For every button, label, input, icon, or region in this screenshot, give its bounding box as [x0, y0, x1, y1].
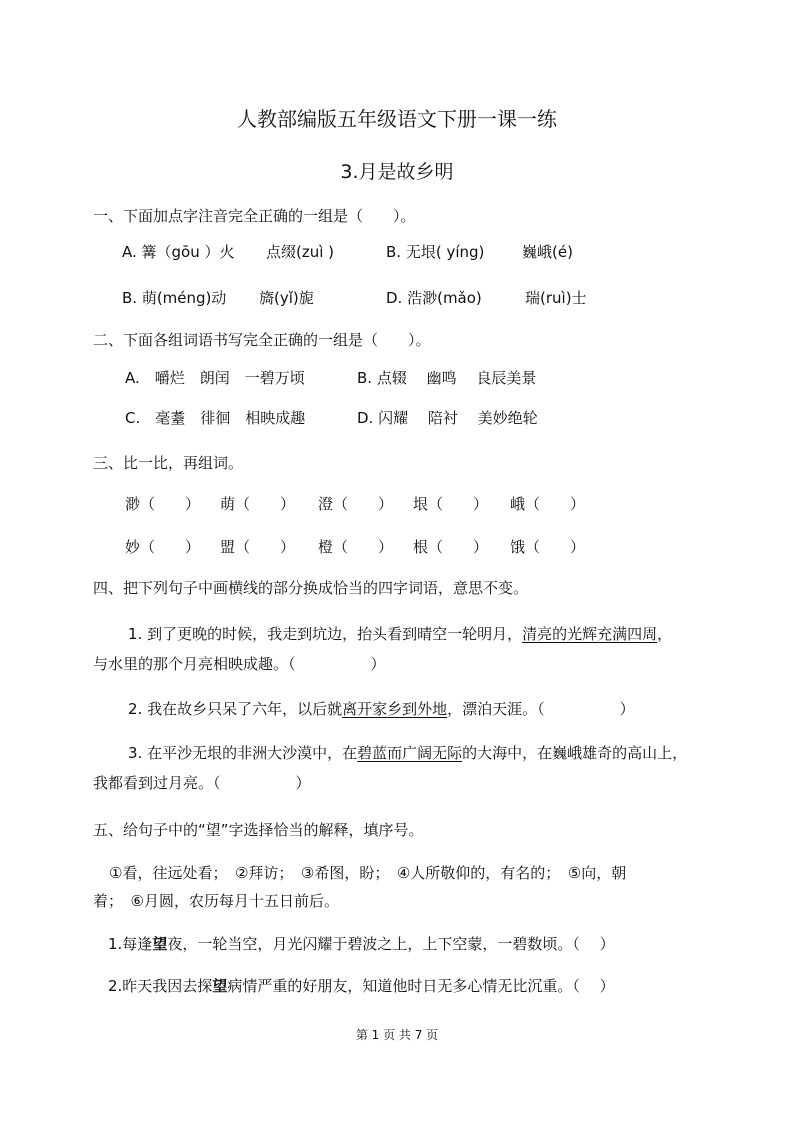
- q4-sentence-2: [128, 699, 635, 719]
- q5-sentence-2: [108, 976, 615, 996]
- q5-s1-text: 1.每逢: [108, 935, 153, 953]
- q3-stem: 三、比一比，再组词。: [93, 454, 244, 472]
- q2-stem: 二、下面各组词语书写完全正确的一组是（ ）。: [93, 331, 431, 349]
- page-footer: 第 1 页 共 7 页: [355, 1028, 439, 1042]
- q4-s1-text-end: ，: [657, 625, 673, 643]
- q3-word-blank: 渺（ ）: [125, 495, 201, 513]
- lesson-title: 3.月是故乡明: [340, 161, 454, 183]
- document-title: 人教部编版五年级语文下册一课一练: [237, 107, 557, 131]
- q5-stem: 五、给句子中的“望”字选择恰当的解释，填序号。: [93, 821, 424, 839]
- q3-word-blank: 橙（ ）: [318, 538, 394, 556]
- q4-s2-text: 2. 我在故乡只呆了六年，以后就: [128, 700, 343, 718]
- q1-option-b-word2: 巍峨(é): [522, 243, 573, 261]
- q1-stem: 一、下面加点字注音完全正确的一组是（ ）。: [93, 207, 416, 225]
- q3-word-blank: 澄（ ）: [318, 495, 394, 513]
- q5-s2-text-end: 病情严重的好朋友，知道他时日无多心情无比沉重。（ ）: [227, 977, 615, 995]
- q4-sentence-3-line2: 我都看到过月亮。（ ）: [93, 774, 311, 792]
- q4-s2-underlined: 离开家乡到外地: [342, 700, 448, 718]
- q2-option-a: A. 嚼烂 朗闰 一碧万顷: [125, 369, 305, 387]
- q2-option-c: C. 毫耋 徘徊 相映成趣: [125, 409, 306, 427]
- q4-s3-underlined: 碧蓝而广阔无际: [357, 744, 463, 762]
- q5-s2-keyword: 望: [212, 977, 228, 995]
- q1-option-a-word2: 点缀(zuì ): [266, 243, 335, 261]
- q3-word-blank: 饿（ ）: [510, 538, 586, 556]
- q5-options-line2: 着； ⑥月圆，农历每月十五日前后。: [93, 892, 339, 910]
- q5-s2-text: 2.昨天我因去探: [108, 977, 213, 995]
- q4-s3-text: 3. 在平沙无垠的非洲大沙漠中，在: [128, 744, 358, 762]
- q4-s3-text-end: 的大海中，在巍峨雄奇的高山上，: [462, 744, 688, 762]
- q3-word-blank: 妙（ ）: [125, 538, 201, 556]
- q2-option-d: D. 闪耀 陪衬 美妙绝轮: [357, 409, 538, 427]
- q4-s1-underlined: 清亮的光辉充满四周: [522, 625, 658, 643]
- q4-s2-text-end: ，漂泊天涯。（ ）: [447, 700, 635, 718]
- q5-options-line1: ①看，往远处看； ②拜访； ③希图，盼； ④人所敬仰的，有名的； ⑤向，朝: [109, 864, 627, 882]
- q4-stem: 四、把下列句子中画横线的部分换成恰当的四字词语，意思不变。: [93, 579, 529, 597]
- q4-s1-text: 1. 到了更晚的时候，我走到坑边，抬头看到晴空一轮明月，: [128, 625, 523, 643]
- q5-sentence-1: [108, 934, 615, 954]
- q1-option-d: D. 浩渺(mǎo): [386, 289, 482, 307]
- q1-option-a: A. 篝（gōu ）火: [122, 243, 235, 261]
- q4-sentence-3: [128, 743, 687, 763]
- q3-word-blank: 萌（ ）: [220, 495, 296, 513]
- q3-word-blank: 垠（ ）: [413, 495, 489, 513]
- q1-option-c-word2: 旖(yǐ)旎: [259, 289, 314, 307]
- q5-s1-keyword: 望: [152, 935, 168, 953]
- q2-option-b: B. 点辍 幽鸣 良辰美景: [357, 369, 537, 387]
- q4-sentence-1-line2: 与水里的那个月亮相映成趣。（ ）: [93, 655, 386, 673]
- q1-option-d-word2: 瑞(ruì)士: [525, 289, 587, 307]
- q3-word-blank: 根（ ）: [413, 538, 489, 556]
- q3-word-blank: 峨（ ）: [510, 495, 586, 513]
- q3-word-blank: 盟（ ）: [220, 538, 296, 556]
- q1-option-b: B. 无垠( yíng): [386, 243, 485, 261]
- q4-sentence-1: [128, 624, 672, 644]
- q5-s1-text-end: 夜，一轮当空，月光闪耀于碧波之上，上下空蒙，一碧数顷。（ ）: [167, 935, 615, 953]
- q1-option-c: B. 萌(méng)动: [122, 289, 227, 307]
